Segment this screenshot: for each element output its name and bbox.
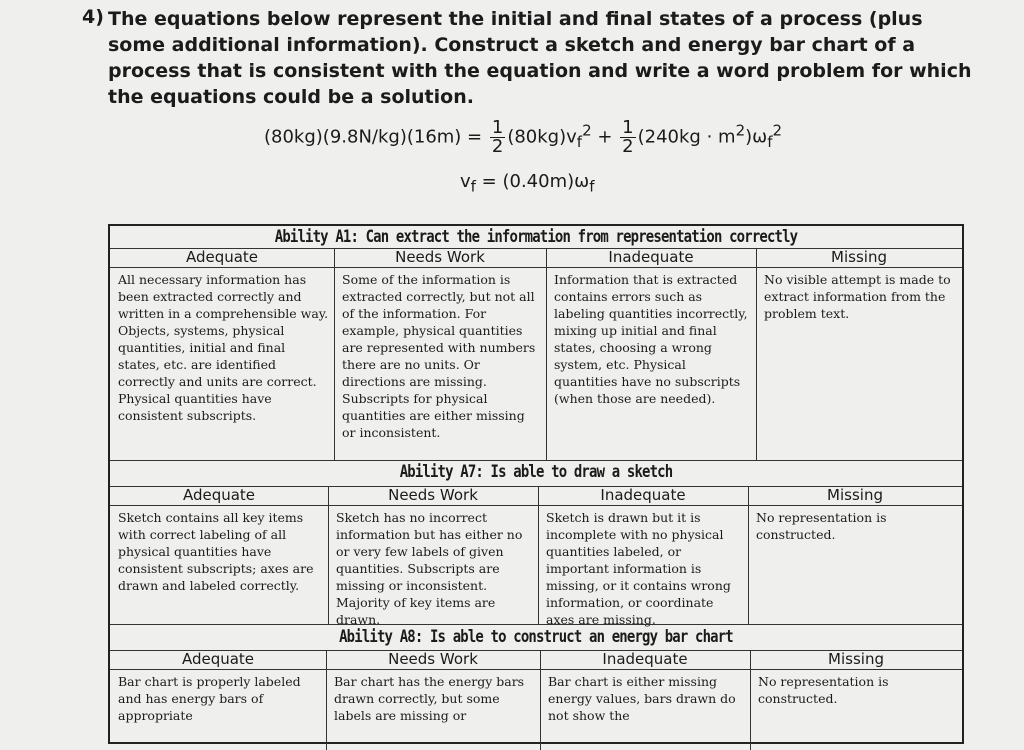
a1-inadequate-header: Inadequate [546,248,756,268]
a7-missing-header: Missing [748,486,962,506]
ability-a7-title: Ability A7: Is able to draw a sketch [399,462,673,482]
problem-text: The equations below represent the initial and final states of a process (plus some additional information). Construct a sketch and energy bar chart of a process that is consistent with the equation and write a word problem for which the equations could be a solution. [108,8,972,108]
a1-missing-cell [756,248,962,322]
rubric-table [108,224,964,744]
a7-adequate-cell [110,486,328,594]
a7-inadequate-header: Inadequate [538,486,748,506]
eq1-term1: (80kg)v [507,126,577,148]
a8-inadequate-cell [540,650,750,724]
a1-inadequate-cell [546,248,756,407]
a8-missing-cell [750,650,962,707]
a8-missing-header: Missing [750,650,962,670]
a7-adequate-header: Adequate [110,486,328,506]
ability-a1-title: Ability A1: Can extract the information from representation correctly [274,227,798,247]
a8-adequate-text: Bar chart is properly labeled and has energy bars of appropriate [118,674,301,723]
a8-needs-work-cell [326,650,540,724]
velocity-equation: $v_f = (0.40m)\omega_f$ [460,171,595,196]
a8-needs-work-text: Bar chart has the energy bars drawn correctly, but some labels are missing or [334,674,525,723]
eq1-lhs: (80kg)(9.8N/kg)(16m) = [264,126,483,148]
a1-adequate-cell [110,248,334,424]
a1-needs-work-text: Some of the information is extracted correctly, but not all of the information. For example, physical quantities are represented with numbers there are no units. Or directions are missing. Subscripts for physical quantities are either missing or inconsistent. [342,272,536,440]
problem-number: 4) [82,6,104,28]
a8-missing-text: No representation is constructed. [758,674,889,706]
a1-missing-text: No visible attempt is made to extract information from the problem text. [764,272,951,321]
a8-inadequate-header: Inadequate [540,650,750,670]
a8-adequate-cell [110,650,326,724]
a1-missing-header: Missing [756,248,962,268]
a7-missing-cell [748,486,962,543]
ability-a8-title: Ability A8: Is able to construct an energy bar chart [339,627,733,647]
a1-needs-work-cell [334,248,546,441]
a8-needs-work-header: Needs Work [326,650,540,670]
a1-inadequate-text: Information that is extracted contains errors such as labeling quantities incorrectly, mixing up initial and final states, choosing a wrong system, etc. Physical quantities have no subscripts (when those are needed). [554,272,748,406]
a7-needs-work-text: Sketch has no incorrect information but has either no or very few labels of given quantities. Subscripts are missing or inconsistent. Majority of key items are drawn. [336,510,523,627]
a7-needs-work-cell [328,486,538,628]
a1-adequate-header: Adequate [110,248,334,268]
a8-inadequate-text: Bar chart is either missing energy values, bars drawn do not show the [548,674,736,723]
fraction-half-1: $\frac{1}{2}$ [491,117,504,157]
a7-needs-work-header: Needs Work [328,486,538,506]
a7-adequate-text: Sketch contains all key items with correct labeling of all physical quantities have consistent subscripts; axes are drawn and labeled correctly. [118,510,314,593]
eq1-plus: + [597,126,613,148]
a8-adequate-header: Adequate [110,650,326,670]
a7-missing-text: No representation is constructed. [756,510,887,542]
a7-inadequate-cell [538,486,748,628]
a1-needs-work-header: Needs Work [334,248,546,268]
energy-equation: (80kg)(9.8N/kg)(16m) = $\frac{1}{2}$ $(80kg)v_f^2$ + $\frac{1}{2}$ $(240kg \cdot m^2)\omega_f^2$ [264,117,783,157]
eq1-term2: (240kg · m [637,126,736,148]
a1-adequate-text: All necessary information has been extracted correctly and written in a comprehensible way. Objects, systems, physical quantities, initial and final states, etc. are identified correctly and units are correct. Physical quantities have consistent subscripts. [118,272,329,423]
a7-inadequate-text: Sketch is drawn but it is incomplete with no physical quantities labeled, or important information is missing, or it contains wrong information, or coordinate axes are missing. [546,510,731,627]
fraction-half-2: $\frac{1}{2}$ [622,117,634,157]
